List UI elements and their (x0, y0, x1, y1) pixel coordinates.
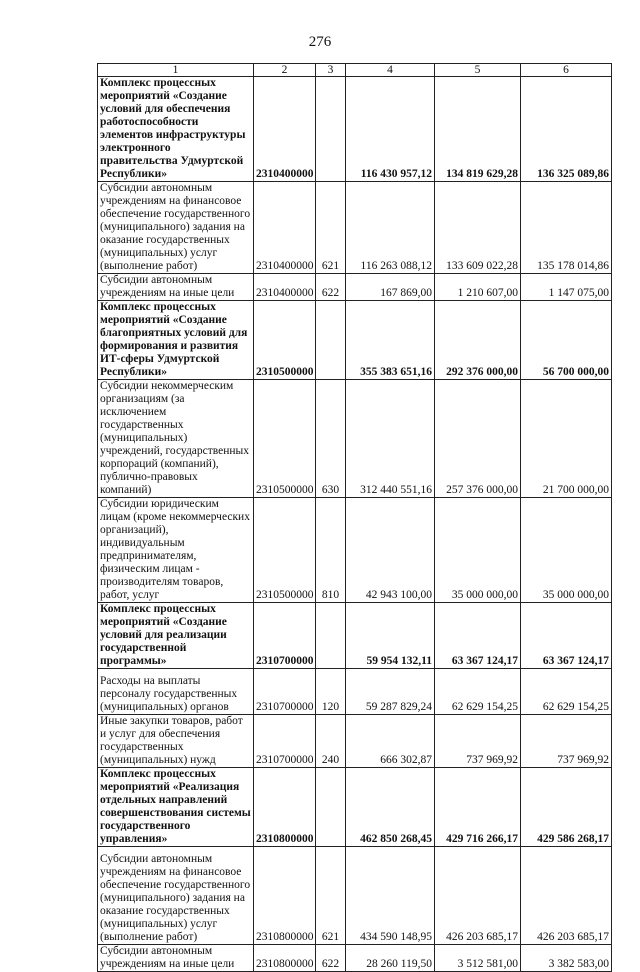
cell-v4: 116 430 957,12 (346, 77, 435, 182)
cell-v6: 21 700 000,00 (521, 380, 612, 498)
cell-code: 2310500000 (254, 380, 316, 498)
cell-name: Субсидии автономным учреждениям на финансовое обеспечение государственного (муниципального) задания на оказание государственных (муниципальных) услуг (выполнение работ) (98, 847, 254, 945)
table-row (98, 603, 612, 669)
cell-v6: 56 700 000,00 (521, 301, 612, 380)
cell-code: 2310700000 (254, 603, 316, 669)
cell-v6: 737 969,92 (521, 715, 612, 768)
cell-v5: 3 512 581,00 (435, 945, 521, 972)
cell-vr (316, 301, 346, 380)
cell-v4: 355 383 651,16 (346, 301, 435, 380)
cell-v6: 426 203 685,17 (521, 847, 612, 945)
table-row (98, 847, 612, 945)
cell-v6: 35 000 000,00 (521, 498, 612, 603)
cell-code: 2310800000 (254, 945, 316, 972)
cell-v4: 59 954 132,11 (346, 603, 435, 669)
cell-code: 2310800000 (254, 847, 316, 945)
cell-vr: 240 (316, 715, 346, 768)
cell-vr: 622 (316, 945, 346, 972)
table-row (98, 715, 612, 768)
cell-vr (316, 768, 346, 847)
cell-code: 2310700000 (254, 669, 316, 715)
cell-name: Субсидии автономным учреждениям на иные цели (98, 274, 254, 301)
cell-name: Расходы на выплаты персоналу государственных (муниципальных) органов (98, 669, 254, 715)
cell-v5: 1 210 607,00 (435, 274, 521, 301)
column-header-1: 1 (98, 64, 254, 77)
cell-v5: 62 629 154,25 (435, 669, 521, 715)
cell-v4: 167 869,00 (346, 274, 435, 301)
cell-v5: 134 819 629,28 (435, 77, 521, 182)
cell-v5: 133 609 022,28 (435, 182, 521, 274)
cell-vr: 810 (316, 498, 346, 603)
table-row (98, 669, 612, 715)
table-row (98, 498, 612, 603)
page-number: 276 (308, 34, 332, 50)
cell-v6: 135 178 014,86 (521, 182, 612, 274)
cell-vr: 630 (316, 380, 346, 498)
table-row (98, 380, 612, 498)
cell-code: 2310500000 (254, 301, 316, 380)
column-header-4: 4 (346, 64, 435, 77)
cell-v5: 35 000 000,00 (435, 498, 521, 603)
cell-v5: 737 969,92 (435, 715, 521, 768)
cell-v6: 136 325 089,86 (521, 77, 612, 182)
column-header-2: 2 (254, 64, 316, 77)
cell-code: 2310500000 (254, 498, 316, 603)
table-row (98, 182, 612, 274)
cell-v5: 429 716 266,17 (435, 768, 521, 847)
cell-v6: 1 147 075,00 (521, 274, 612, 301)
cell-vr (316, 603, 346, 669)
cell-v4: 116 263 088,12 (346, 182, 435, 274)
cell-v5: 292 376 000,00 (435, 301, 521, 380)
cell-code: 2310400000 (254, 77, 316, 182)
cell-name: Комплекс процессных мероприятий «Создание благоприятных условий для формирования и развития ИТ-сферы Удмуртской Республики» (98, 301, 254, 380)
cell-name: Субсидии автономным учреждениям на иные цели (98, 945, 254, 972)
column-header-6: 6 (521, 64, 612, 77)
column-header-5: 5 (435, 64, 521, 77)
cell-v4: 42 943 100,00 (346, 498, 435, 603)
cell-code: 2310800000 (254, 768, 316, 847)
cell-v4: 666 302,87 (346, 715, 435, 768)
table-row (98, 77, 612, 182)
cell-v4: 434 590 148,95 (346, 847, 435, 945)
cell-name: Субсидии некоммерческим организациям (за исключением государственных (муниципальных) учреждений, государственных корпораций (компаний), публично-правовых компаний) (98, 380, 254, 498)
cell-v6: 63 367 124,17 (521, 603, 612, 669)
cell-name: Комплекс процессных мероприятий «Создание условий для реализации государственной программы» (98, 603, 254, 669)
cell-v5: 257 376 000,00 (435, 380, 521, 498)
table-row (98, 301, 612, 380)
cell-code: 2310400000 (254, 274, 316, 301)
cell-vr: 120 (316, 669, 346, 715)
cell-v4: 462 850 268,45 (346, 768, 435, 847)
cell-v4: 28 260 119,50 (346, 945, 435, 972)
cell-code: 2310400000 (254, 182, 316, 274)
cell-name: Комплекс процессных мероприятий «Реализация отдельных направлений совершенствования системы государственного управления» (98, 768, 254, 847)
cell-v4: 59 287 829,24 (346, 669, 435, 715)
cell-v5: 426 203 685,17 (435, 847, 521, 945)
column-header-3: 3 (316, 64, 346, 77)
cell-v5: 63 367 124,17 (435, 603, 521, 669)
cell-vr: 622 (316, 274, 346, 301)
cell-vr (316, 77, 346, 182)
cell-name: Субсидии автономным учреждениям на финансовое обеспечение государственного (муниципального) задания на оказание государственных (муниципальных) услуг (выполнение работ) (98, 182, 254, 274)
cell-v6: 429 586 268,17 (521, 768, 612, 847)
table-row (98, 945, 612, 972)
budget-table (97, 63, 612, 972)
cell-v4: 312 440 551,16 (346, 380, 435, 498)
cell-v6: 62 629 154,25 (521, 669, 612, 715)
cell-name: Комплекс процессных мероприятий «Создание условий для обеспечения работоспособности элементов инфраструктуры электронного правительства Удмуртской Республики» (98, 77, 254, 182)
table-row (98, 768, 612, 847)
cell-name: Субсидии юридическим лицам (кроме некоммерческих организаций), индивидуальным предпринимателям, физическим лицам - производителям товаров, работ, услуг (98, 498, 254, 603)
cell-name: Иные закупки товаров, работ и услуг для обеспечения государственных (муниципальных) нужд (98, 715, 254, 768)
cell-vr: 621 (316, 847, 346, 945)
cell-v6: 3 382 583,00 (521, 945, 612, 972)
table-header-row (98, 64, 612, 77)
cell-code: 2310700000 (254, 715, 316, 768)
table-row (98, 274, 612, 301)
cell-vr: 621 (316, 182, 346, 274)
